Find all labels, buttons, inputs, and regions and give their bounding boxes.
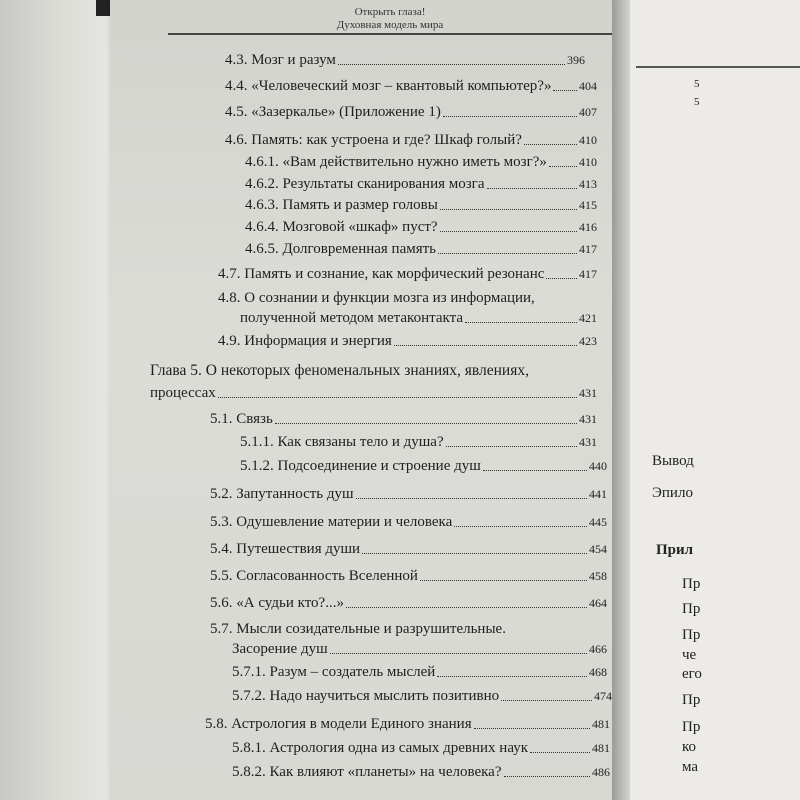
toc-page: 410 — [579, 155, 597, 169]
toc-entry — [240, 433, 597, 451]
header-rule — [168, 33, 612, 35]
leader-dots — [330, 653, 587, 654]
toc-page: 415 — [579, 198, 597, 212]
leader-dots — [394, 345, 577, 346]
toc-entry — [232, 763, 610, 781]
facing-page-rule — [636, 66, 800, 68]
facing-heading: Прил — [656, 542, 694, 558]
leader-dots — [346, 607, 587, 608]
toc-page: 431 — [579, 386, 597, 400]
toc-title: 5.7.2. Надо научиться мыслить позитивно — [232, 688, 500, 704]
leader-dots — [446, 446, 577, 447]
leader-dots — [275, 423, 577, 424]
toc-title: 4.6.1. «Вам действительно нужно иметь мозг?» — [245, 154, 547, 170]
leader-dots — [474, 728, 590, 729]
facing-text: его — [682, 666, 702, 682]
toc-title: 4.5. «Зазеркалье» (Приложение 1) — [225, 104, 441, 120]
toc-page: 464 — [589, 596, 607, 610]
toc-entry — [210, 594, 607, 612]
toc-entry — [210, 485, 607, 503]
facing-text: Пр — [682, 601, 701, 617]
toc-entry — [205, 715, 610, 733]
leader-dots — [524, 144, 577, 145]
leader-dots — [530, 752, 590, 753]
leader-dots — [465, 322, 577, 323]
toc-page: 468 — [589, 665, 607, 679]
leader-dots — [440, 209, 577, 210]
toc-page: 458 — [589, 569, 607, 583]
toc-title: 5.5. Согласованность Вселенной — [210, 568, 418, 584]
leader-dots — [501, 700, 592, 701]
facing-text: ма — [682, 759, 699, 775]
toc-entry — [225, 51, 585, 69]
toc-title: 4.6.3. Память и размер головы — [245, 197, 438, 213]
chapter-entry — [150, 384, 597, 402]
toc-page: 474 — [594, 689, 612, 703]
toc-title: полученной методом метаконтакта — [240, 310, 463, 326]
toc-page: 445 — [589, 515, 607, 529]
facing-text: 5 — [694, 78, 700, 90]
toc-entry — [218, 332, 597, 350]
running-header-title: Открыть глаза! — [354, 6, 426, 18]
toc-title: Засорение душ — [232, 641, 328, 657]
toc-page: 466 — [589, 642, 607, 656]
toc-entry — [225, 77, 597, 95]
toc-entry — [245, 175, 597, 193]
toc-page: 404 — [579, 79, 597, 93]
toc-title: 4.6. Память: как устроена и где? Шкаф голый? — [225, 132, 522, 148]
toc-title: 5.7.1. Разум – создатель мыслей — [232, 664, 436, 680]
toc-entry — [225, 131, 597, 149]
toc-title: 5.6. «А судьи кто?...» — [210, 595, 344, 611]
toc-title: 4.4. «Человеческий мозг – квантовый компьютер?» — [225, 78, 552, 94]
leader-dots — [553, 90, 577, 91]
toc-page: 396 — [567, 53, 585, 67]
toc-entry — [232, 687, 612, 705]
toc-entry — [210, 540, 607, 558]
toc-page: 431 — [579, 435, 597, 449]
toc-entry — [240, 309, 597, 327]
leader-dots — [546, 278, 577, 279]
toc-page: 481 — [592, 741, 610, 755]
toc-entry — [245, 240, 597, 258]
leader-dots — [438, 253, 577, 254]
leader-dots — [218, 397, 577, 398]
toc-entry — [210, 410, 597, 428]
leader-dots — [356, 498, 587, 499]
toc-page: 416 — [579, 220, 597, 234]
facing-text: че — [682, 647, 697, 663]
facing-text: Пр — [682, 576, 701, 592]
toc-entry — [245, 218, 597, 236]
left-page-edge — [0, 0, 110, 800]
running-header-subtitle: Духовная модель мира — [336, 19, 444, 31]
toc-title: 4.6.2. Результаты сканирования мозга — [245, 176, 485, 192]
leader-dots — [440, 231, 577, 232]
facing-text: ко — [682, 739, 697, 755]
toc-title: 5.1. Связь — [210, 411, 273, 427]
facing-text: Пр — [682, 719, 701, 735]
toc-title-line: 4.8. О сознании и функции мозга из информации, — [218, 290, 535, 306]
leader-dots — [549, 166, 577, 167]
leader-dots — [487, 188, 578, 189]
toc-title-line: 5.7. Мысли созидательные и разрушительные. — [210, 621, 506, 637]
toc-entry — [225, 103, 597, 121]
leader-dots — [504, 776, 590, 777]
toc-title: 5.3. Одушевление материи и человека — [210, 514, 453, 530]
toc-entry — [245, 196, 597, 214]
toc-title: 5.8.2. Как влияют «планеты» на человека? — [232, 764, 502, 780]
toc-entry — [210, 513, 607, 531]
toc-entry — [240, 457, 607, 475]
toc-page: 421 — [579, 311, 597, 325]
toc-page: 410 — [579, 133, 597, 147]
toc-page: 417 — [579, 242, 597, 256]
facing-text: Пр — [682, 627, 701, 643]
toc-page: 440 — [589, 459, 607, 473]
toc-entry — [210, 567, 607, 585]
facing-page — [630, 0, 800, 800]
toc-title: 5.4. Путешествия души — [210, 541, 361, 557]
toc-title: 4.6.5. Долговременная память — [245, 241, 437, 257]
toc-title: 5.2. Запутанность душ — [210, 486, 354, 502]
toc-page: 423 — [579, 334, 597, 348]
leader-dots — [362, 553, 587, 554]
leader-dots — [338, 64, 565, 65]
leader-dots — [443, 116, 577, 117]
toc-title: 4.6.4. Мозговой «шкаф» пуст? — [245, 219, 438, 235]
toc-page: 417 — [579, 267, 597, 281]
chapter-title-line: Глава 5. О некоторых феноменальных знаниях, явлениях, — [150, 362, 529, 379]
toc-page: 441 — [589, 487, 607, 501]
toc-entry — [245, 153, 597, 171]
toc-entry — [218, 265, 597, 283]
toc-title: 4.3. Мозг и разум — [225, 52, 336, 68]
toc-title: процессах — [150, 385, 216, 401]
leader-dots — [483, 470, 587, 471]
toc-page: 407 — [579, 105, 597, 119]
facing-text: Пр — [682, 692, 701, 708]
toc-title: 5.1.1. Как связаны тело и душа? — [240, 434, 444, 450]
toc-title: 4.7. Память и сознание, как морфический резонанс — [218, 266, 545, 282]
toc-page: 486 — [592, 765, 610, 779]
toc-page: 413 — [579, 177, 597, 191]
toc-title: 4.9. Информация и энергия — [218, 333, 392, 349]
toc-title: 5.8. Астрология в модели Единого знания — [205, 716, 472, 732]
facing-text: 5 — [694, 96, 700, 108]
toc-entry — [232, 739, 610, 757]
toc-page: 481 — [592, 717, 610, 731]
toc-title: 5.8.1. Астрология одна из самых древних наук — [232, 740, 529, 756]
toc-entry — [232, 663, 607, 681]
leader-dots — [420, 580, 587, 581]
toc-entry — [232, 640, 607, 658]
leader-dots — [437, 676, 587, 677]
corner-shadow — [96, 0, 110, 16]
facing-text: Вывод — [652, 453, 694, 469]
toc-title: 5.1.2. Подсоединение и строение душ — [240, 458, 481, 474]
facing-text: Эпило — [652, 485, 693, 501]
toc-page: 454 — [589, 542, 607, 556]
leader-dots — [454, 526, 587, 527]
toc-page: 431 — [579, 412, 597, 426]
